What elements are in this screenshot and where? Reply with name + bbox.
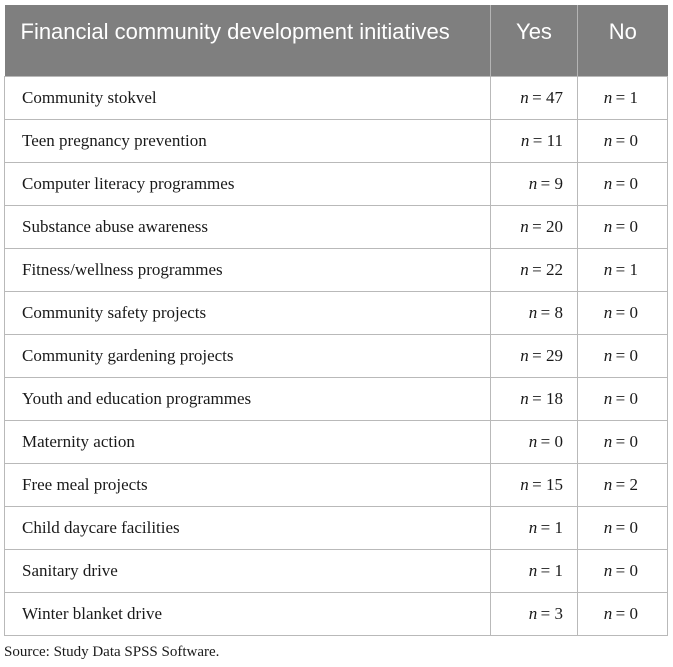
yes-count-cell xyxy=(491,163,578,206)
n-symbol: n xyxy=(603,475,613,494)
no-count-value: = 0 xyxy=(615,131,638,150)
n-symbol: n xyxy=(603,217,613,236)
initiative-cell: Substance abuse awareness xyxy=(5,206,491,249)
yes-count-cell xyxy=(491,550,578,593)
n-symbol: n xyxy=(520,475,529,494)
n-symbol: n xyxy=(528,518,538,537)
initiative-cell: Sanitary drive xyxy=(5,550,491,593)
yes-count-value: = 15 xyxy=(532,475,563,494)
header-initiatives: Financial community development initiatives xyxy=(5,5,491,77)
table-row xyxy=(5,593,668,636)
no-count-value: = 0 xyxy=(615,604,638,623)
n-symbol: n xyxy=(528,432,538,451)
no-count-cell xyxy=(578,206,668,249)
yes-count-cell xyxy=(491,464,578,507)
initiative-cell: Free meal projects xyxy=(5,464,491,507)
table-row xyxy=(5,249,668,292)
yes-count-value: = 47 xyxy=(532,88,563,107)
no-count-cell xyxy=(578,163,668,206)
no-count-cell xyxy=(578,292,668,335)
initiative-cell: Youth and education programmes xyxy=(5,378,491,421)
yes-count-value: = 1 xyxy=(540,518,563,537)
no-count-cell xyxy=(578,249,668,292)
yes-count-value: = 3 xyxy=(540,604,563,623)
n-symbol: n xyxy=(603,303,613,322)
yes-count-value: = 1 xyxy=(540,561,563,580)
n-symbol: n xyxy=(603,432,613,451)
initiative-cell: Community gardening projects xyxy=(5,335,491,378)
n-symbol: n xyxy=(603,174,613,193)
no-count-cell xyxy=(578,593,668,636)
n-symbol: n xyxy=(603,561,613,580)
no-count-value: = 0 xyxy=(615,303,638,322)
table-row xyxy=(5,77,668,120)
yes-count-value: = 8 xyxy=(540,303,563,322)
no-count-cell xyxy=(578,378,668,421)
header-yes: Yes xyxy=(491,5,578,77)
n-symbol: n xyxy=(528,561,538,580)
yes-count-value: = 11 xyxy=(532,131,563,150)
yes-count-value: = 22 xyxy=(532,260,563,279)
yes-count-cell xyxy=(491,292,578,335)
yes-count-value: = 18 xyxy=(532,389,563,408)
no-count-cell xyxy=(578,464,668,507)
no-count-value: = 0 xyxy=(615,518,638,537)
initiative-cell: Winter blanket drive xyxy=(5,593,491,636)
yes-count-value: = 20 xyxy=(532,217,563,236)
yes-count-cell xyxy=(491,77,578,120)
initiative-cell: Fitness/wellness programmes xyxy=(5,249,491,292)
yes-count-cell xyxy=(491,335,578,378)
initiative-cell: Maternity action xyxy=(5,421,491,464)
yes-count-cell xyxy=(491,378,578,421)
yes-count-value: = 9 xyxy=(540,174,563,193)
table-row xyxy=(5,550,668,593)
table-row xyxy=(5,292,668,335)
no-count-value: = 0 xyxy=(615,346,638,365)
yes-count-cell xyxy=(491,507,578,550)
initiative-cell: Community stokvel xyxy=(5,77,491,120)
initiative-cell: Child daycare facilities xyxy=(5,507,491,550)
yes-count-value: = 29 xyxy=(532,346,563,365)
n-symbol: n xyxy=(603,88,613,107)
no-count-cell xyxy=(578,77,668,120)
n-symbol: n xyxy=(520,131,530,150)
table-row xyxy=(5,120,668,163)
n-symbol: n xyxy=(520,389,529,408)
no-count-cell xyxy=(578,335,668,378)
source-note: Source: Study Data SPSS Software. xyxy=(4,644,220,660)
n-symbol: n xyxy=(603,260,613,279)
yes-count-cell xyxy=(491,120,578,163)
table-body xyxy=(5,77,668,636)
initiative-cell: Community safety projects xyxy=(5,292,491,335)
table-row xyxy=(5,206,668,249)
n-symbol: n xyxy=(520,260,529,279)
header-no: No xyxy=(578,5,668,77)
table-row xyxy=(5,335,668,378)
table-row xyxy=(5,378,668,421)
no-count-cell xyxy=(578,120,668,163)
yes-count-cell xyxy=(491,421,578,464)
n-symbol: n xyxy=(603,518,613,537)
no-count-value: = 1 xyxy=(615,260,638,279)
table-row xyxy=(5,421,668,464)
no-count-value: = 0 xyxy=(615,432,638,451)
initiative-cell: Computer literacy programmes xyxy=(5,163,491,206)
n-symbol: n xyxy=(528,303,538,322)
n-symbol: n xyxy=(603,346,613,365)
table-row xyxy=(5,163,668,206)
yes-count-cell xyxy=(491,249,578,292)
no-count-value: = 0 xyxy=(615,561,638,580)
n-symbol: n xyxy=(603,389,613,408)
no-count-value: = 1 xyxy=(615,88,638,107)
yes-count-cell xyxy=(491,593,578,636)
n-symbol: n xyxy=(520,88,529,107)
table-row xyxy=(5,464,668,507)
yes-count-value: = 0 xyxy=(540,432,563,451)
no-count-cell xyxy=(578,550,668,593)
n-symbol: n xyxy=(520,346,529,365)
no-count-cell xyxy=(578,507,668,550)
no-count-value: = 0 xyxy=(615,389,638,408)
n-symbol: n xyxy=(603,131,613,150)
n-symbol: n xyxy=(528,604,538,623)
yes-count-cell xyxy=(491,206,578,249)
no-count-value: = 0 xyxy=(615,217,638,236)
n-symbol: n xyxy=(528,174,538,193)
no-count-cell xyxy=(578,421,668,464)
no-count-value: = 2 xyxy=(615,475,638,494)
initiatives-table xyxy=(4,5,668,636)
n-symbol: n xyxy=(603,604,613,623)
n-symbol: n xyxy=(520,217,529,236)
header-row xyxy=(5,5,668,77)
no-count-value: = 0 xyxy=(615,174,638,193)
initiative-cell: Teen pregnancy prevention xyxy=(5,120,491,163)
table-row xyxy=(5,507,668,550)
